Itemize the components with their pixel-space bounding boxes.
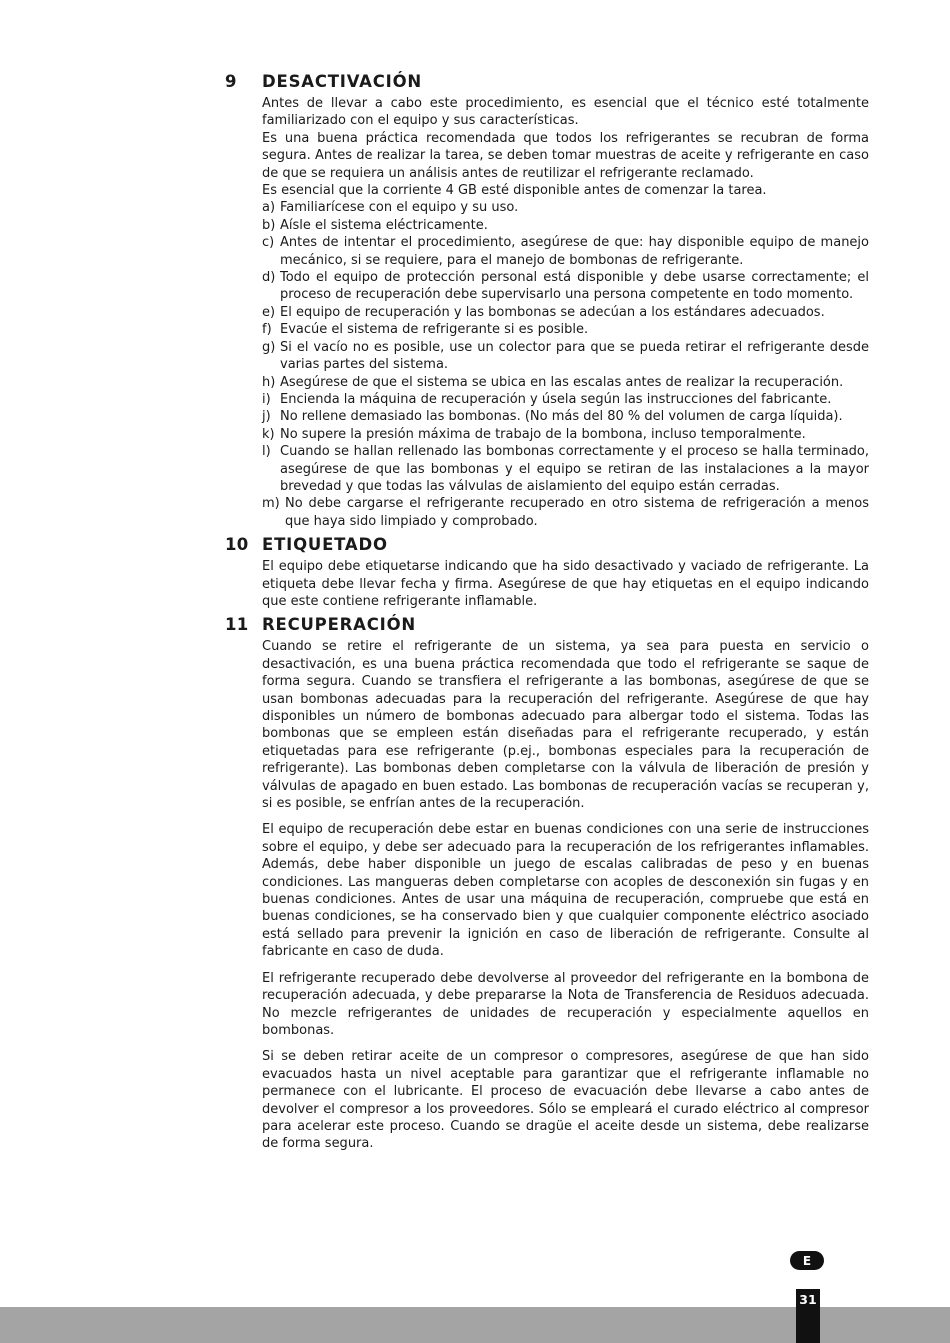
paragraph: El equipo debe etiquetarse indicando que ha sido desactivado y vaciado de refrigerante. La etiqueta debe llevar fecha y firma. Asegúrese de que hay etiquetas en el equipo indicando que este contiene refrigerante inflamable. <box>262 559 869 609</box>
list-item-label: l) <box>262 444 271 460</box>
list-item-text: No supere la presión máxima de trabajo de la bombona, incluso temporalmente. <box>280 426 806 442</box>
list-item <box>262 199 869 216</box>
list-item-label: a) <box>262 200 276 216</box>
list-item <box>262 234 869 269</box>
list-item-label: k) <box>262 426 275 442</box>
section-title: RECUPERACIÓN <box>262 615 417 635</box>
list-item-text: Cuando se hallan rellenado las bombonas correctamente y el proceso se halla terminado, asegúrese de que las bombonas y el equipo se retiran de las instalaciones a la mayor brevedad y que todas las válvulas de aislamiento del equipo están cerradas. <box>280 444 869 494</box>
list-item-text: Evacúe el sistema de refrigerante si es posible. <box>280 322 589 338</box>
list-item <box>262 495 869 530</box>
paragraph: Cuando se retire el refrigerante de un sistema, ya sea para puesta en servicio o desactivación, es una buena práctica recomendada que todo el refrigerante se saque de forma segura. Cuando se transfiera el refrigerante a las bombonas, asegúrese de que se usan bombonas adecuadas para la recuperación del refrigerante. Asegúrese de que hay disponibles un número de bombonas adecuado para albergar todo el sistema. Todas las bombonas que se empleen están diseñadas para el refrigerante recuperado, y están etiquetadas para ese refrigerante (p.ej., bombonas especiales para la recuperación de refrigerante). Las bombonas deben completarse con la válvula de liberación de presión y válvulas de apagado en buen estado. Las bombonas de recuperación vacías se recuperan y, si es posible, se enfrían antes de la recuperación. <box>262 639 869 812</box>
list-item-text: Todo el equipo de protección personal está disponible y debe usarse correctamente; el proceso de recuperación debe supervisarlo una persona competente en todo momento. <box>280 270 869 303</box>
paragraph: Antes de llevar a cabo este procedimiento, es esencial que el técnico esté totalmente familiarizado con el equipo y sus características. <box>262 96 869 129</box>
list-item-text: No rellene demasiado las bombonas. (No más del 80 % del volumen de carga líquida). <box>280 409 843 425</box>
paragraph: El refrigerante recuperado debe devolverse al proveedor del refrigerante en la bombona de recuperación adecuada, y debe prepararse la Nota de Transferencia de Residuos adecuada. No mezcle refrigerantes de unidades de recuperación y especialmente aquellos en bombonas. <box>262 970 869 1038</box>
list-item <box>262 217 869 234</box>
list-item-label: i) <box>262 391 271 407</box>
section-recuperacion <box>225 615 869 1152</box>
list-item-label: b) <box>262 217 276 233</box>
list-item-label: d) <box>262 270 276 286</box>
section-body <box>262 638 869 1152</box>
section-title: DESACTIVACIÓN <box>262 72 423 91</box>
list-item <box>262 408 869 425</box>
page-number: 31 <box>796 1289 820 1343</box>
list-item-text: Aísle el sistema eléctricamente. <box>280 217 488 233</box>
list-item <box>262 426 869 443</box>
list-item-label: e) <box>262 304 276 320</box>
list-item-label: f) <box>262 322 272 338</box>
section-heading <box>225 72 869 95</box>
list-item-label: g) <box>262 339 276 355</box>
list-item-label: j) <box>262 409 271 425</box>
paragraph: El equipo de recuperación debe estar en buenas condiciones con una serie de instrucciones sobre el equipo, y debe ser adecuado para la recuperación de los refrigerantes inflamables. Además, debe haber disponible un juego de escalas calibradas de peso y en buenas condiciones. Las mangueras deben completarse con acoples de desconexión sin fugas y en buenas condiciones. Antes de usar una máquina de recuperación, compruebe que está en buenas condiciones, se ha conservado bien y que cualquier componente eléctrico asociado está sellado para prevenir la ignición en caso de liberación de refrigerante. Consulte al fabricante en caso de duda. <box>262 822 869 960</box>
steps-list <box>262 199 869 530</box>
section-body <box>262 558 869 610</box>
section-desactivacion <box>225 72 869 530</box>
list-item-text: Familiarícese con el equipo y su uso. <box>280 200 519 216</box>
section-heading <box>225 615 869 638</box>
list-item-label: m) <box>262 496 280 512</box>
list-item <box>262 339 869 374</box>
list-item-text: Si el vacío no es posible, use un colector para que se pueda retirar el refrigerante desde varias partes del sistema. <box>280 339 869 373</box>
list-item-text: No debe cargarse el refrigerante recuperado en otro sistema de refrigeración a menos que haya sido limpiado y comprobado. <box>285 496 869 529</box>
section-title: ETIQUETADO <box>262 535 388 555</box>
document-body <box>225 72 869 1153</box>
list-item <box>262 374 869 391</box>
section-number: 11 <box>225 615 249 635</box>
section-number: 9 <box>225 72 237 91</box>
list-item-label: c) <box>262 235 275 251</box>
list-item <box>262 321 869 338</box>
list-item <box>262 304 869 321</box>
paragraph: Si se deben retirar aceite de un compresor o compresores, asegúrese de que han sido evacuados hasta un nivel aceptable para garantizar que el refrigerante inflamable no permanece con el lubricante. El proceso de evacuación debe llevarse a cabo antes de devolver el compresor a los proveedores. Sólo se empleará el curado eléctrico al compresor para acelerar este proceso. Cuando se dragüe el aceite desde un sistema, debe realizarse de forma segura. <box>262 1049 869 1152</box>
paragraph: Es una buena práctica recomendada que todos los refrigerantes se recubran de forma segura. Antes de realizar la tarea, se deben tomar muestras de aceite y refrigerante en caso de que se requiera un análisis antes de reutilizar el refrigerante reclamado. <box>262 130 869 181</box>
paragraph: Es esencial que la corriente 4 GB esté disponible antes de comenzar la tarea. <box>262 183 767 199</box>
list-item-text: El equipo de recuperación y las bombonas se adecúan a los estándares adecuados. <box>280 304 825 320</box>
list-item <box>262 269 869 304</box>
section-heading <box>225 535 869 558</box>
language-badge: E <box>790 1251 824 1270</box>
section-body <box>262 95 869 530</box>
list-item <box>262 391 869 408</box>
list-item <box>262 443 869 495</box>
list-item-label: h) <box>262 374 276 390</box>
list-item-text: Asegúrese de que el sistema se ubica en las escalas antes de realizar la recuperación. <box>280 374 844 390</box>
list-item-text: Antes de intentar el procedimiento, asegúrese de que: hay disponible equipo de manejo mecánico, si se requiere, para el manejo de bombonas de refrigerante. <box>280 235 869 268</box>
section-number: 10 <box>225 535 249 555</box>
list-item-text: Encienda la máquina de recuperación y úsela según las instrucciones del fabricante. <box>280 391 832 407</box>
section-etiquetado <box>225 535 869 610</box>
